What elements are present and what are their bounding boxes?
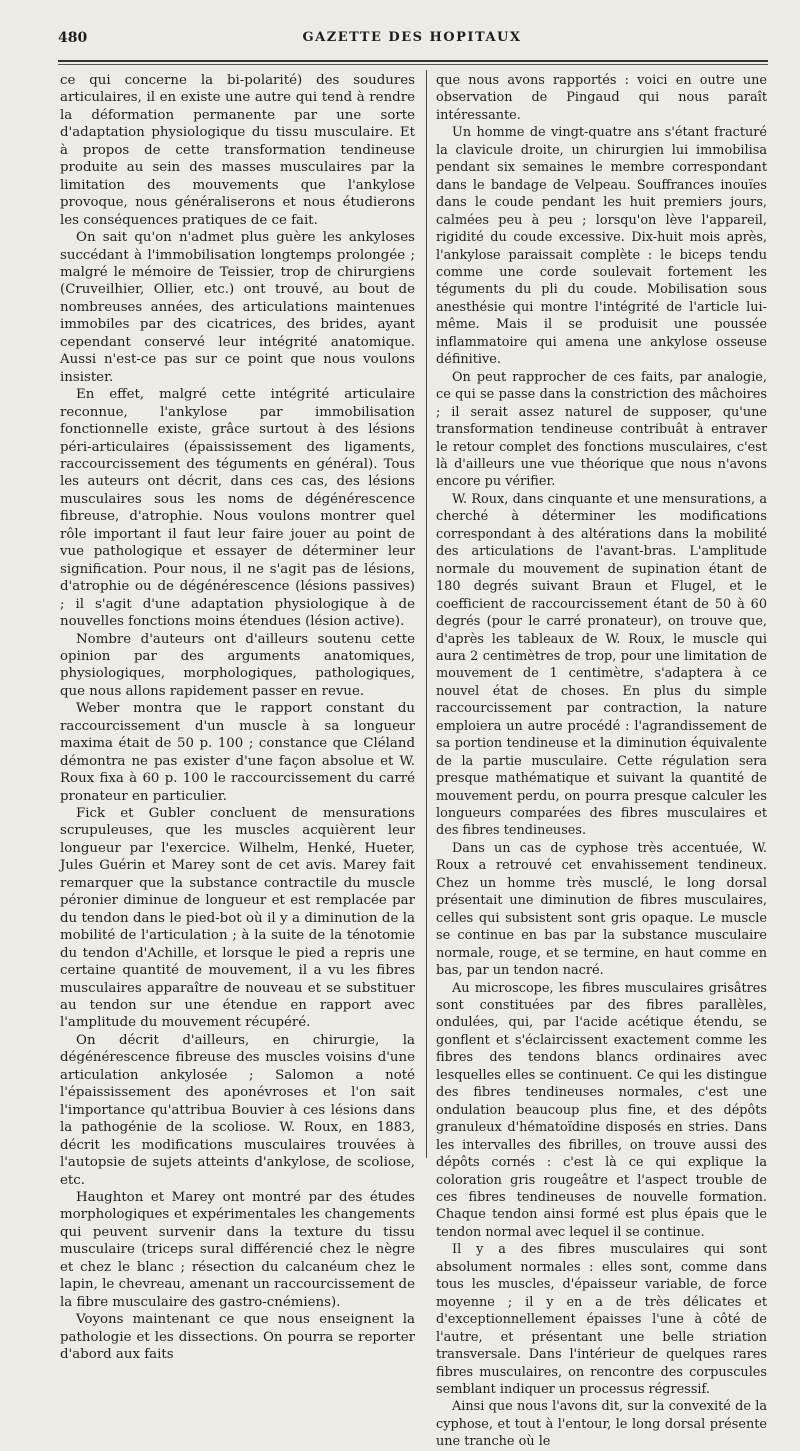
page-header bbox=[58, 30, 766, 52]
paragraph: que nous avons rapportés : voici en outre une observation de Pingaud qui nous paraît intéressante. bbox=[436, 73, 767, 123]
paragraph: Au microscope, les fibres musculaires grisâtres sont constituées par des fibres parallèles, ondulées, qui, par l'acide acétique étendu, se gonflent et s'éclaircissent exactement comme les fibres des tendons blancs ordinaires avec lesquelles elles se continuent. Ce qui les distingue des fibres tendineuses normales, c'est une ondulation beaucoup plus fine, et des dépôts granuleux d'hématoïdine disposés en stries. Dans les intervalles des fibrilles, on trouve aussi des dépôts cornés : c'est là ce qui explique la coloration gris rougeâtre et l'aspect trouble de ces fibres tendineuses de nouvelle formation. Chaque tendon ainsi formé est plus épais que le tendon normal avec lequel il se continue. bbox=[436, 980, 767, 1240]
paragraph: Ainsi que nous l'avons dit, sur la convexité de la cyphose, et tout à l'entour, le long dorsal présente une tranche où le bbox=[436, 1399, 767, 1450]
paragraph: En effet, malgré cette intégrité articulaire reconnue, l'ankylose par immobilisation fonctionnelle existe, grâce surtout à des lésions péri-articulaires (épaississement des ligaments, raccourcissement des téguments en général). Tous les auteurs ont décrit, dans ces cas, des lésions musculaires sous les noms de dégénérescence fibreuse, d'atrophie. Nous voulons montrer quel rôle important il faut leur faire jouer au point de vue pathologique et essayer de déterminer leur signification. Pour nous, il ne s'agit pas de lésions, d'atrophie ou de dégénérescence (lésions passives) ; il s'agit d'une adaptation physiologique à de nouvelles fonctions moins étendues (lésion active). bbox=[60, 387, 415, 630]
paragraph: Un homme de vingt-quatre ans s'étant fracturé la clavicule droite, un chirurgien lui immobilisa pendant six semaines le membre correspondant dans le bandage de Velpeau. Souffrances inouïes dans le coude pendant les huit premiers jours, calmées peu à peu ; lorsqu'on lève l'appareil, rigidité du coude excessive. Dix-huit mois après, l'ankylose paraissait complète : le biceps tendu comme une corde soulevait fortement les téguments du pli du coude. Mobilisation sous anesthésie qui montre l'intégrité de l'article lui-même. Mais il se produisit une poussée inflammatoire qui amena une ankylose osseuse définitive. bbox=[436, 125, 767, 368]
paragraph: W. Roux, dans cinquante et une mensurations, a cherché à déterminer les modifications correspondant à des altérations dans la mobilité des articulations de l'avant-bras. L'amplitude normale du mouvement de supination étant de 180 degrés suivant Braun et Flugel, et le coefficient de raccourcissement étant de 50 à 60 degrés (pour le carré pronateur), on trouve que, d'après les tableaux de W. Roux, le muscle qui aura 2 centimètres de trop, pour une limitation de mouvement de 1 centimètre, s'adaptera à ce nouvel état de choses. En plus du simple raccourcissement par contraction, la nature emploiera un autre procédé : l'agrandissement de sa portion tendineuse et la diminution équivalente de la partie musculaire. Cette régulation sera presque mathématique et suivant la quantité de mouvement perdu, on pourra presque calculer les longueurs comparées des fibres musculaires et des fibres tendineuses. bbox=[436, 491, 767, 839]
paragraph: Fick et Gubler concluent de mensurations scrupuleuses, que les muscles acquièrent leur longueur par l'exercice. Wilhelm, Henké, Hueter, Jules Guérin et Marey sont de cet avis. Marey fait remarquer que la substance contractile du muscle péronier diminue de longueur et est remplacée par du tendon dans le pied-bot où il y a diminution de la mobilité de l'articulation ; à la suite de la ténotomie du tendon d'Achille, et lorsque le pied a repris une certaine quantité de mouvement, il a vu les fibres musculaires apparaître de nouveau et se substituer au tendon sur une étendue en rapport avec l'amplitude du mouvement récupéré. bbox=[60, 806, 415, 1031]
paragraph: On décrit d'ailleurs, en chirurgie, la dégénérescence fibreuse des muscles voisins d'une articulation ankylosée ; Salomon a noté l'épaississement des aponévroses et l'on sait l'importance qu'attribua Bouvier à ces lésions dans la pathogénie de la scoliose. W. Roux, en 1883, décrit les modifications musculaires trouvées à l'autopsie de sujets atteints d'ankylose, de scoliose, etc. bbox=[60, 1032, 415, 1188]
paragraph: Weber montra que le rapport constant du raccourcissement d'un muscle à sa longueur maxima était de 50 p. 100 ; constance que Cléland démontra ne pas exister d'une façon absolue et W. Roux fixa à 60 p. 100 le raccourcissement du carré pronateur en particulier. bbox=[60, 701, 415, 804]
paragraph: Dans un cas de cyphose très accentuée, W. Roux a retrouvé cet envahissement tendineux. Chez un homme très musclé, le long dorsal présentait une diminution de fibres musculaires, celles qui subsistent sont gris opaque. Le muscle se continue en bas par la substance musculaire normale, rouge, et se termine, en haut comme en bas, par un tendon nacré. bbox=[436, 840, 767, 979]
page-number: 480 bbox=[58, 30, 88, 46]
paragraph: Il y a des fibres musculaires qui sont absolument normales : elles sont, comme dans tous les muscles, d'épaisseur variable, de force moyenne ; il y en a de très délicates et d'exceptionnellement épaisses l'une à côté de l'autre, et présentant une belle striation transversale. Dans l'intérieur de quelques rares fibres musculaires, on rencontre des corpuscules semblant indiquer un processus régressif. bbox=[436, 1242, 767, 1397]
header-rule-thin bbox=[58, 64, 768, 65]
paragraph: On sait qu'on n'admet plus guère les ankyloses succédant à l'immobilisation longtemps prolongée ; malgré le mémoire de Teissier, trop de chirurgiens (Cruveilhier, Ollier, etc.) ont trouvé, au bout de nombreuses années, des articulations maintenues immobiles par des cicatrices, des brides, ayant cependant conservé leur intégrité anatomique. Aussi n'est-ce pas sur ce point que nous voulons insister. bbox=[60, 230, 415, 385]
header-rule-thick bbox=[58, 60, 768, 62]
paragraph: ce qui concerne la bi-polarité) des soudures articulaires, il en existe une autre qui tend à rendre la déformation permanente par une sorte d'adaptation physiologique du tissu musculaire. Et à propos de cette transformation tendineuse produite au sein des masses musculaires par la limitation des mouvements que l'ankylose provoque, nous généraliserons et nous étudierons les conséquences pratiques de ce fait. bbox=[60, 73, 415, 228]
left-column bbox=[60, 72, 415, 1363]
paragraph: Voyons maintenant ce que nous enseignent la pathologie et les dissections. On pourra se reporter d'abord aux faits bbox=[60, 1312, 415, 1363]
paragraph: On peut rapprocher de ces faits, par analogie, ce qui se passe dans la constriction des mâchoires ; il serait assez naturel de supposer, qu'une transformation tendineuse contribuât à entraver le retour complet des fonctions musculaires, c'est là d'ailleurs une vue théorique que nous n'avons encore pu vérifier. bbox=[436, 369, 767, 490]
paragraph: Haughton et Marey ont montré par des études morphologiques et expérimentales les changements qui peuvent survenir dans la texture du tissu musculaire (triceps sural différencié chez le nègre et chez le blanc ; résection du calcanéum chez le lapin, le chevreau, amenant un raccourcissement de la fibre musculaire des gastro-cnémiens). bbox=[60, 1190, 415, 1310]
column-divider bbox=[426, 70, 427, 1158]
journal-title: GAZETTE DES HOPITAUX bbox=[302, 30, 522, 45]
right-column bbox=[436, 72, 767, 1450]
paragraph: Nombre d'auteurs ont d'ailleurs soutenu cette opinion par des arguments anatomiques, physiologiques, morphologiques, pathologiques, que nous allons rapidement passer en revue. bbox=[60, 631, 415, 699]
